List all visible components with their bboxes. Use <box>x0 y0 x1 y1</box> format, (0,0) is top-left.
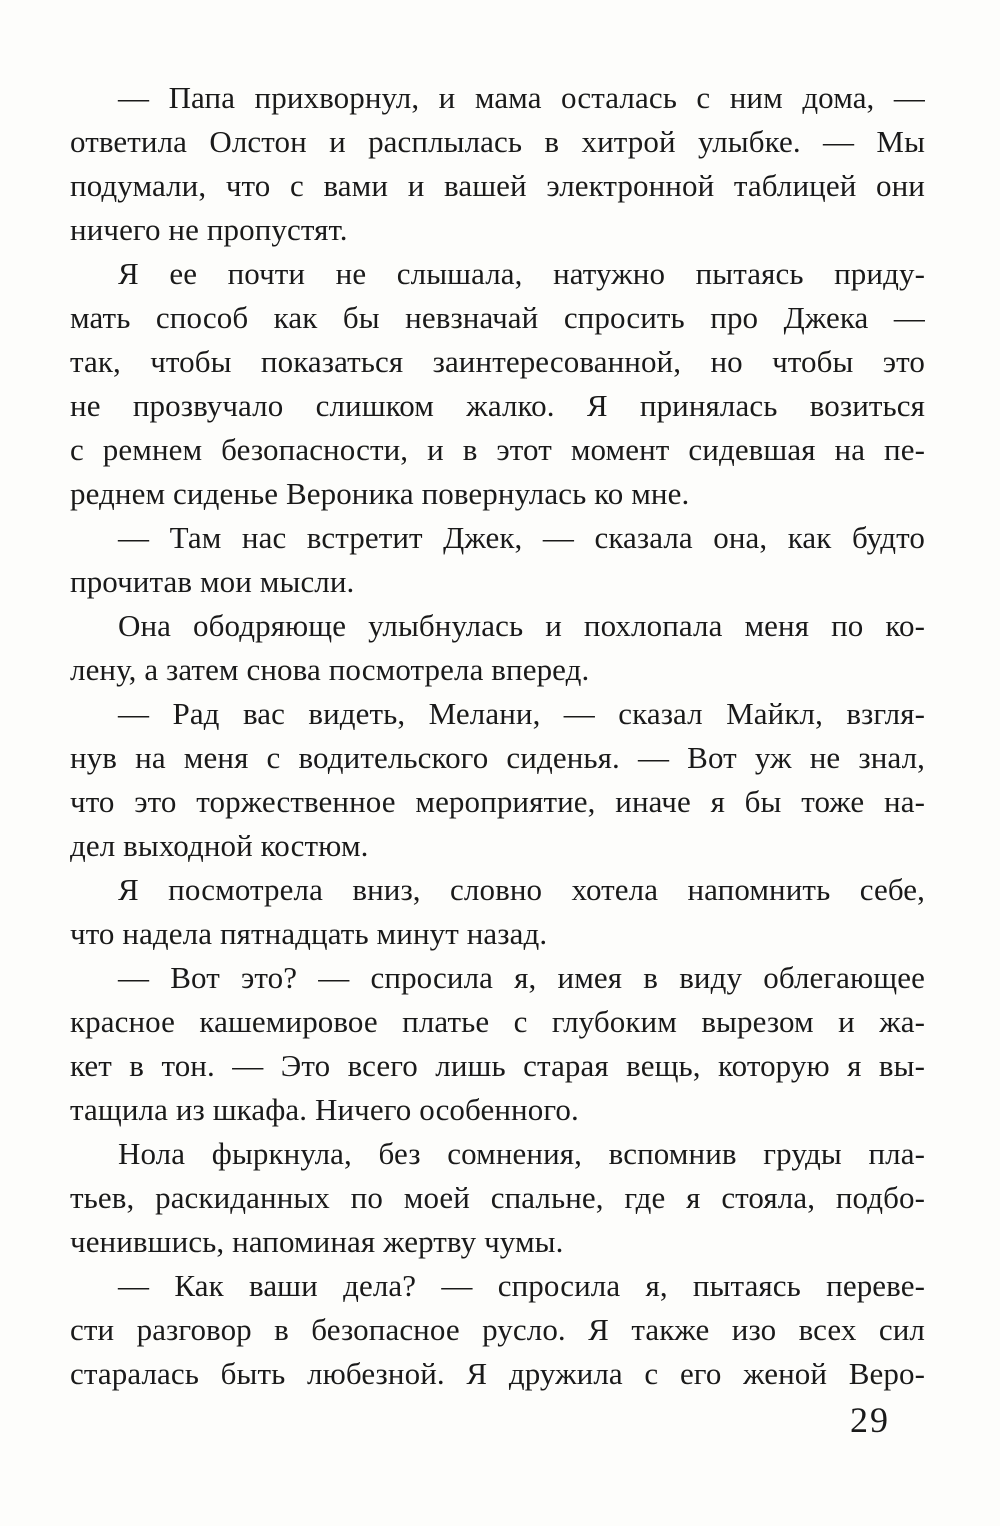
text-line: ничего не пропустят. <box>70 212 348 247</box>
text-line: что это торжественное мероприятие, иначе я бы тоже на- <box>70 784 925 819</box>
text-line: реднем сиденье Вероника повернулась ко мне. <box>70 476 690 511</box>
text-line: тащила из шкафа. Ничего особенного. <box>70 1092 579 1127</box>
text-line: кет в тон. — Это всего лишь старая вещь, которую я вы- <box>70 1048 925 1083</box>
text-line: Нола фыркнула, без сомнения, вспомнив груды пла- <box>118 1136 925 1171</box>
text-line: ответила Олстон и расплылась в хитрой улыбке. — Мы <box>70 124 925 159</box>
text-line: что надела пятнадцать минут назад. <box>70 916 548 951</box>
text-line: сти разговор в безопасное русло. Я также изо всех сил <box>70 1312 925 1347</box>
text-line: Я ее почти не слышала, натужно пытаясь приду- <box>118 256 925 291</box>
text-line: — Вот это? — спросила я, имея в виду облегающее <box>118 960 925 995</box>
text-line: — Как ваши дела? — спросила я, пытаясь переве- <box>118 1268 925 1303</box>
text-line: красное кашемировое платье с глубоким вырезом и жа- <box>70 1004 925 1039</box>
text-line: — Папа прихворнул, и мама осталась с ним дома, — <box>118 80 925 115</box>
text-line: мать способ как бы невзначай спросить про Джека — <box>70 300 925 335</box>
text-line: тьев, раскиданных по моей спальне, где я стояла, подбо- <box>70 1180 925 1215</box>
text-line: лену, а затем снова посмотрела вперед. <box>70 652 590 687</box>
text-line: — Рад вас видеть, Мелани, — сказал Майкл, взгля- <box>118 696 925 731</box>
text-line: — Там нас встретит Джек, — сказала она, как будто <box>118 520 925 555</box>
text-line: нув на меня с водительского сиденья. — Вот уж не знал, <box>70 740 925 775</box>
text-line: старалась быть любезной. Я дружила с его женой Веро- <box>70 1356 925 1391</box>
text-line: с ремнем безопасности, и в этот момент сидевшая на пе- <box>70 432 925 467</box>
text-line: Она ободряюще улыбнулась и похлопала меня по ко- <box>118 608 925 643</box>
text-line: не прозвучало слишком жалко. Я принялась возиться <box>70 388 925 423</box>
page-number: 29 <box>850 1400 890 1440</box>
text-line: прочитав мои мысли. <box>70 564 355 599</box>
text-line: подумали, что с вами и вашей электронной таблицей они <box>70 168 925 203</box>
text-line: так, чтобы показаться заинтересованной, но чтобы это <box>70 344 925 379</box>
text-line: Я посмотрела вниз, словно хотела напомнить себе, <box>118 872 925 907</box>
text-line: ченившись, напоминая жертву чумы. <box>70 1224 564 1259</box>
text-line: дел выходной костюм. <box>70 828 369 863</box>
body-text <box>70 76 925 1396</box>
